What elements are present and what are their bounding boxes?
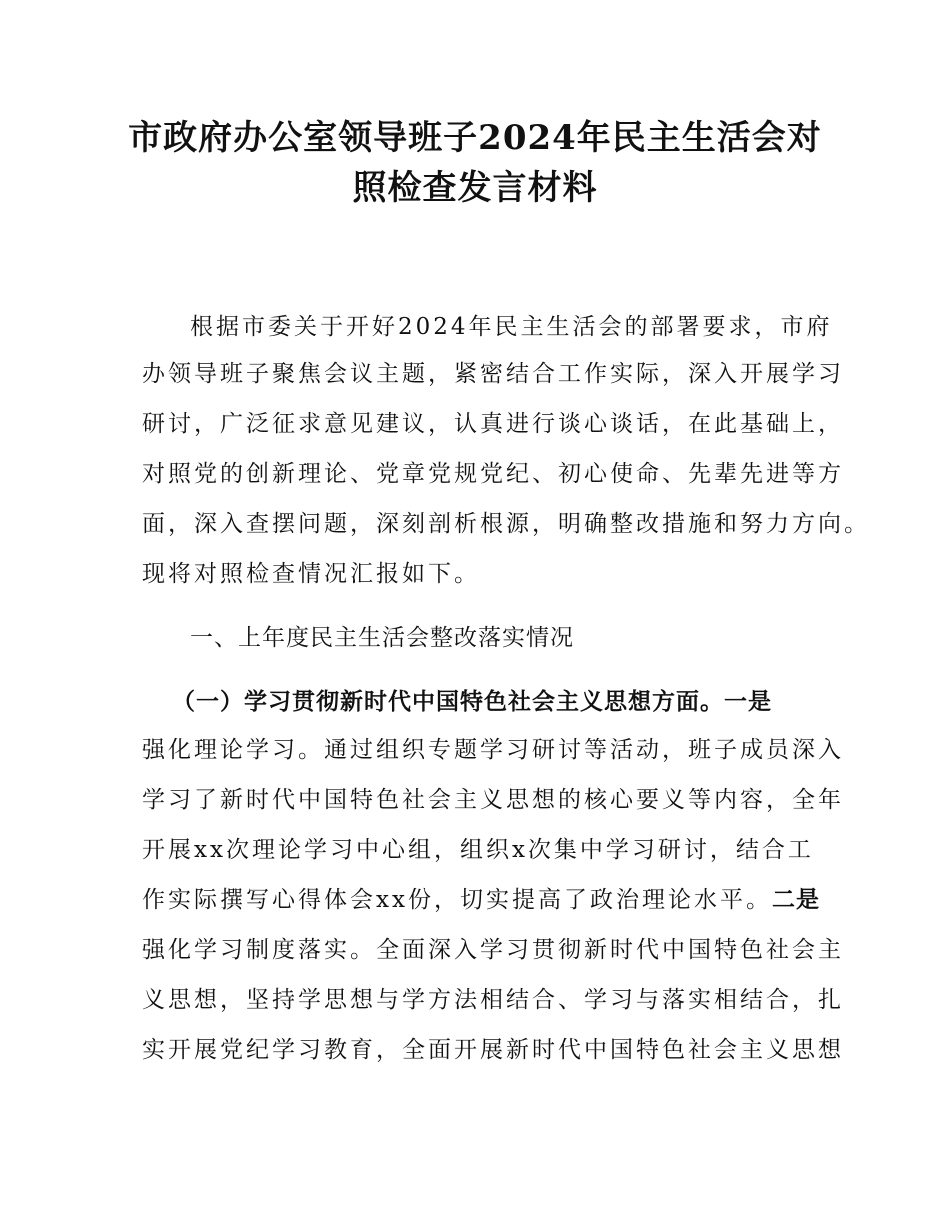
body-line-7: 实开展党纪学习教育，全面开展新时代中国特色社会主义思想 [142, 1037, 844, 1063]
body-line-5: 强化学习制度落实。全面深入学习贯彻新时代中国特色社会主 [142, 937, 844, 963]
intro-line-2: 办领导班子聚焦会议主题，紧密结合工作实际，深入开展学习 [142, 361, 844, 387]
document-title-line-2: 照检查发言材料 [352, 168, 598, 208]
subsection-1-heading: （一）学习贯彻新时代中国特色社会主义思想方面。 [172, 689, 724, 715]
intro-line-3: 研讨，广泛征求意见建议，认真进行谈心谈话，在此基础上， [142, 411, 844, 437]
body-line-4 [142, 884, 842, 916]
body-line-4-text: 作实际撰写心得体会xx份，切实提高了政治理论水平。 [142, 887, 772, 913]
body-line-1: 强化理论学习。通过组织专题学习研讨等活动，班子成员深入 [142, 737, 844, 763]
body-line-3: 开展xx次理论学习中心组，组织x次集中学习研讨，结合工 [142, 837, 814, 863]
section-1-heading: 一、上年度民主生活会整改落实情况 [190, 625, 574, 651]
intro-line-4: 对照党的创新理论、党章党规党纪、初心使命、先辈先进等方 [142, 461, 844, 487]
intro-line-1: 根据市委关于开好2024年民主生活会的部署要求，市府 [190, 314, 833, 340]
intro-line-5: 面，深入查摆问题，深刻剖析根源，明确整改措施和努力方向。 [142, 511, 870, 537]
document-title-line-1: 市政府办公室领导班子2024年民主生活会对 [128, 118, 822, 158]
lead-one: 一是 [724, 689, 772, 715]
body-line-2: 学习了新时代中国特色社会主义思想的核心要义等内容，全年 [142, 787, 844, 813]
lead-two: 二是 [771, 887, 820, 913]
body-line-6: 义思想，坚持学思想与学方法相结合、学习与落实相结合，扎 [142, 987, 844, 1013]
intro-line-6: 现将对照检查情况汇报如下。 [142, 561, 480, 587]
subsection-1-heading-line [172, 686, 872, 718]
